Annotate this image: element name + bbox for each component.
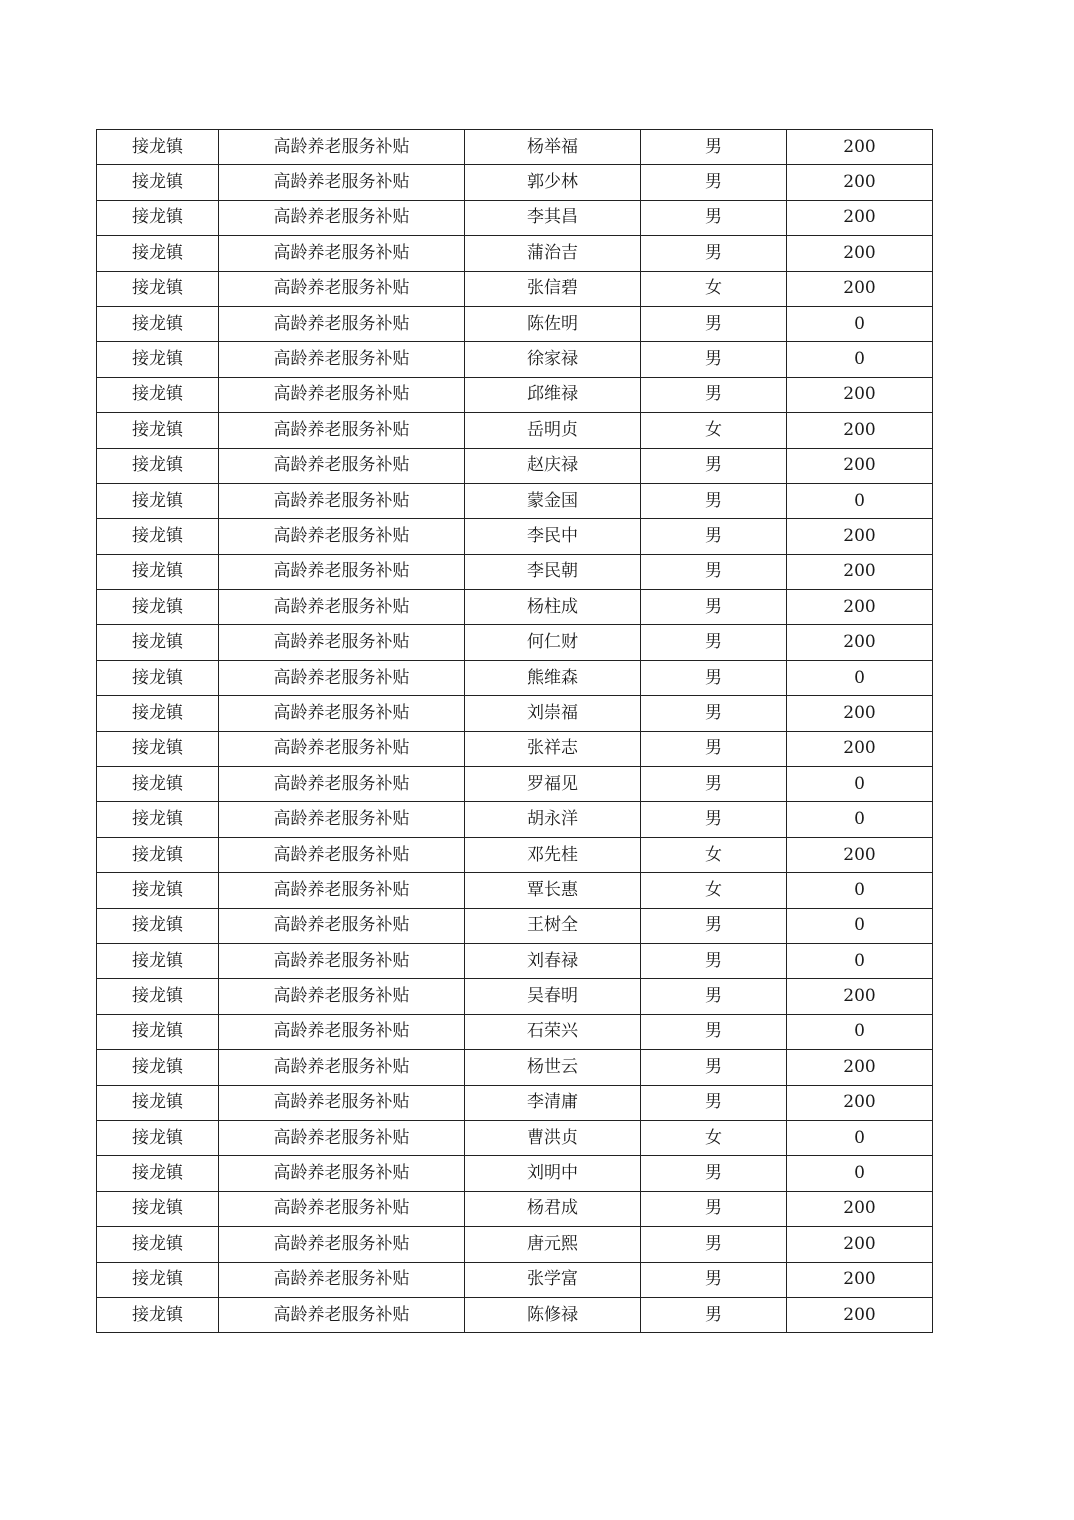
gender-cell: 男 xyxy=(641,1297,787,1332)
table-row xyxy=(97,1050,933,1085)
table-row xyxy=(97,1262,933,1297)
table-row xyxy=(97,448,933,483)
subsidy-type-cell: 高龄养老服务补贴 xyxy=(219,767,465,802)
amount-cell: 0 xyxy=(787,1014,933,1049)
gender-cell: 男 xyxy=(641,590,787,625)
name-cell: 李民中 xyxy=(465,519,641,554)
gender-cell: 男 xyxy=(641,660,787,695)
subsidy-type-cell: 高龄养老服务补贴 xyxy=(219,696,465,731)
town-cell: 接龙镇 xyxy=(97,165,219,200)
town-cell: 接龙镇 xyxy=(97,448,219,483)
gender-cell: 男 xyxy=(641,342,787,377)
table-row xyxy=(97,236,933,271)
gender-cell: 男 xyxy=(641,130,787,165)
name-cell: 徐家禄 xyxy=(465,342,641,377)
town-cell: 接龙镇 xyxy=(97,130,219,165)
town-cell: 接龙镇 xyxy=(97,696,219,731)
table-row xyxy=(97,943,933,978)
subsidy-type-cell: 高龄养老服务补贴 xyxy=(219,802,465,837)
gender-cell: 女 xyxy=(641,873,787,908)
amount-cell: 200 xyxy=(787,696,933,731)
table-row xyxy=(97,483,933,518)
town-cell: 接龙镇 xyxy=(97,660,219,695)
subsidy-type-cell: 高龄养老服务补贴 xyxy=(219,625,465,660)
gender-cell: 男 xyxy=(641,1191,787,1226)
subsidy-type-cell: 高龄养老服务补贴 xyxy=(219,377,465,412)
subsidy-type-cell: 高龄养老服务补贴 xyxy=(219,1050,465,1085)
amount-cell: 200 xyxy=(787,1227,933,1262)
amount-cell: 200 xyxy=(787,1262,933,1297)
gender-cell: 男 xyxy=(641,1085,787,1120)
subsidy-type-cell: 高龄养老服务补贴 xyxy=(219,1156,465,1191)
table-row xyxy=(97,1156,933,1191)
gender-cell: 男 xyxy=(641,483,787,518)
gender-cell: 男 xyxy=(641,448,787,483)
name-cell: 张祥志 xyxy=(465,731,641,766)
table-row xyxy=(97,377,933,412)
amount-cell: 200 xyxy=(787,590,933,625)
name-cell: 陈修禄 xyxy=(465,1297,641,1332)
gender-cell: 男 xyxy=(641,1262,787,1297)
subsidy-type-cell: 高龄养老服务补贴 xyxy=(219,1227,465,1262)
amount-cell: 0 xyxy=(787,1156,933,1191)
table-row xyxy=(97,554,933,589)
town-cell: 接龙镇 xyxy=(97,1050,219,1085)
name-cell: 蒙金国 xyxy=(465,483,641,518)
town-cell: 接龙镇 xyxy=(97,1297,219,1332)
subsidy-type-cell: 高龄养老服务补贴 xyxy=(219,1262,465,1297)
gender-cell: 男 xyxy=(641,377,787,412)
subsidy-table xyxy=(96,129,933,1333)
amount-cell: 200 xyxy=(787,979,933,1014)
table-row xyxy=(97,837,933,872)
amount-cell: 200 xyxy=(787,1050,933,1085)
name-cell: 邓先桂 xyxy=(465,837,641,872)
amount-cell: 200 xyxy=(787,554,933,589)
amount-cell: 0 xyxy=(787,306,933,341)
table-row xyxy=(97,200,933,235)
name-cell: 何仁财 xyxy=(465,625,641,660)
name-cell: 陈佐明 xyxy=(465,306,641,341)
amount-cell: 200 xyxy=(787,413,933,448)
gender-cell: 男 xyxy=(641,1050,787,1085)
amount-cell: 0 xyxy=(787,483,933,518)
subsidy-type-cell: 高龄养老服务补贴 xyxy=(219,413,465,448)
gender-cell: 男 xyxy=(641,306,787,341)
table-row xyxy=(97,165,933,200)
name-cell: 郭少林 xyxy=(465,165,641,200)
town-cell: 接龙镇 xyxy=(97,1191,219,1226)
table-row xyxy=(97,802,933,837)
town-cell: 接龙镇 xyxy=(97,413,219,448)
amount-cell: 200 xyxy=(787,519,933,554)
gender-cell: 女 xyxy=(641,1120,787,1155)
subsidy-type-cell: 高龄养老服务补贴 xyxy=(219,554,465,589)
name-cell: 曹洪贞 xyxy=(465,1120,641,1155)
amount-cell: 200 xyxy=(787,130,933,165)
town-cell: 接龙镇 xyxy=(97,1085,219,1120)
name-cell: 熊维森 xyxy=(465,660,641,695)
subsidy-type-cell: 高龄养老服务补贴 xyxy=(219,837,465,872)
table-row xyxy=(97,979,933,1014)
subsidy-type-cell: 高龄养老服务补贴 xyxy=(219,908,465,943)
table-row xyxy=(97,519,933,554)
amount-cell: 0 xyxy=(787,767,933,802)
name-cell: 岳明贞 xyxy=(465,413,641,448)
gender-cell: 男 xyxy=(641,943,787,978)
subsidy-type-cell: 高龄养老服务补贴 xyxy=(219,1120,465,1155)
town-cell: 接龙镇 xyxy=(97,1156,219,1191)
table-row xyxy=(97,306,933,341)
amount-cell: 200 xyxy=(787,837,933,872)
subsidy-type-cell: 高龄养老服务补贴 xyxy=(219,342,465,377)
subsidy-type-cell: 高龄养老服务补贴 xyxy=(219,448,465,483)
amount-cell: 200 xyxy=(787,1297,933,1332)
gender-cell: 男 xyxy=(641,802,787,837)
subsidy-type-cell: 高龄养老服务补贴 xyxy=(219,519,465,554)
town-cell: 接龙镇 xyxy=(97,1262,219,1297)
table-row xyxy=(97,696,933,731)
town-cell: 接龙镇 xyxy=(97,731,219,766)
town-cell: 接龙镇 xyxy=(97,1014,219,1049)
town-cell: 接龙镇 xyxy=(97,979,219,1014)
town-cell: 接龙镇 xyxy=(97,236,219,271)
subsidy-type-cell: 高龄养老服务补贴 xyxy=(219,1297,465,1332)
amount-cell: 200 xyxy=(787,236,933,271)
town-cell: 接龙镇 xyxy=(97,200,219,235)
gender-cell: 男 xyxy=(641,1156,787,1191)
table-row xyxy=(97,873,933,908)
subsidy-type-cell: 高龄养老服务补贴 xyxy=(219,130,465,165)
town-cell: 接龙镇 xyxy=(97,519,219,554)
town-cell: 接龙镇 xyxy=(97,625,219,660)
amount-cell: 200 xyxy=(787,165,933,200)
table-row xyxy=(97,1191,933,1226)
name-cell: 张学富 xyxy=(465,1262,641,1297)
table-row xyxy=(97,767,933,802)
subsidy-type-cell: 高龄养老服务补贴 xyxy=(219,1085,465,1120)
table-row xyxy=(97,625,933,660)
name-cell: 杨柱成 xyxy=(465,590,641,625)
table-row xyxy=(97,731,933,766)
subsidy-type-cell: 高龄养老服务补贴 xyxy=(219,943,465,978)
town-cell: 接龙镇 xyxy=(97,802,219,837)
subsidy-type-cell: 高龄养老服务补贴 xyxy=(219,1014,465,1049)
town-cell: 接龙镇 xyxy=(97,943,219,978)
gender-cell: 男 xyxy=(641,767,787,802)
amount-cell: 0 xyxy=(787,660,933,695)
table-row xyxy=(97,130,933,165)
amount-cell: 200 xyxy=(787,200,933,235)
subsidy-type-cell: 高龄养老服务补贴 xyxy=(219,660,465,695)
table-row xyxy=(97,908,933,943)
name-cell: 唐元熙 xyxy=(465,1227,641,1262)
subsidy-type-cell: 高龄养老服务补贴 xyxy=(219,590,465,625)
amount-cell: 200 xyxy=(787,731,933,766)
town-cell: 接龙镇 xyxy=(97,1227,219,1262)
name-cell: 李清庸 xyxy=(465,1085,641,1120)
table-row xyxy=(97,1297,933,1332)
subsidy-type-cell: 高龄养老服务补贴 xyxy=(219,1191,465,1226)
amount-cell: 0 xyxy=(787,873,933,908)
name-cell: 蒲治吉 xyxy=(465,236,641,271)
subsidy-type-cell: 高龄养老服务补贴 xyxy=(219,873,465,908)
subsidy-type-cell: 高龄养老服务补贴 xyxy=(219,236,465,271)
name-cell: 刘春禄 xyxy=(465,943,641,978)
name-cell: 石荣兴 xyxy=(465,1014,641,1049)
table-row xyxy=(97,1014,933,1049)
amount-cell: 200 xyxy=(787,625,933,660)
name-cell: 吴春明 xyxy=(465,979,641,1014)
gender-cell: 女 xyxy=(641,413,787,448)
subsidy-type-cell: 高龄养老服务补贴 xyxy=(219,165,465,200)
gender-cell: 女 xyxy=(641,271,787,306)
name-cell: 胡永洋 xyxy=(465,802,641,837)
name-cell: 杨君成 xyxy=(465,1191,641,1226)
amount-cell: 0 xyxy=(787,1120,933,1155)
name-cell: 李其昌 xyxy=(465,200,641,235)
gender-cell: 男 xyxy=(641,1227,787,1262)
name-cell: 覃长惠 xyxy=(465,873,641,908)
gender-cell: 男 xyxy=(641,908,787,943)
subsidy-type-cell: 高龄养老服务补贴 xyxy=(219,979,465,1014)
subsidy-type-cell: 高龄养老服务补贴 xyxy=(219,200,465,235)
name-cell: 王树全 xyxy=(465,908,641,943)
town-cell: 接龙镇 xyxy=(97,1120,219,1155)
name-cell: 杨世云 xyxy=(465,1050,641,1085)
gender-cell: 男 xyxy=(641,200,787,235)
name-cell: 刘明中 xyxy=(465,1156,641,1191)
town-cell: 接龙镇 xyxy=(97,908,219,943)
amount-cell: 0 xyxy=(787,342,933,377)
town-cell: 接龙镇 xyxy=(97,306,219,341)
town-cell: 接龙镇 xyxy=(97,837,219,872)
amount-cell: 0 xyxy=(787,943,933,978)
amount-cell: 200 xyxy=(787,377,933,412)
table-row xyxy=(97,1085,933,1120)
gender-cell: 男 xyxy=(641,731,787,766)
town-cell: 接龙镇 xyxy=(97,767,219,802)
town-cell: 接龙镇 xyxy=(97,271,219,306)
table-row xyxy=(97,660,933,695)
amount-cell: 0 xyxy=(787,802,933,837)
table-row xyxy=(97,590,933,625)
table-row xyxy=(97,1227,933,1262)
town-cell: 接龙镇 xyxy=(97,873,219,908)
gender-cell: 女 xyxy=(641,837,787,872)
name-cell: 杨举福 xyxy=(465,130,641,165)
town-cell: 接龙镇 xyxy=(97,483,219,518)
table-row xyxy=(97,271,933,306)
table-row xyxy=(97,1120,933,1155)
table-row xyxy=(97,342,933,377)
gender-cell: 男 xyxy=(641,519,787,554)
town-cell: 接龙镇 xyxy=(97,554,219,589)
gender-cell: 男 xyxy=(641,236,787,271)
subsidy-type-cell: 高龄养老服务补贴 xyxy=(219,483,465,518)
subsidy-type-cell: 高龄养老服务补贴 xyxy=(219,731,465,766)
town-cell: 接龙镇 xyxy=(97,342,219,377)
amount-cell: 200 xyxy=(787,271,933,306)
name-cell: 李民朝 xyxy=(465,554,641,589)
gender-cell: 男 xyxy=(641,625,787,660)
amount-cell: 200 xyxy=(787,448,933,483)
name-cell: 邱维禄 xyxy=(465,377,641,412)
gender-cell: 男 xyxy=(641,165,787,200)
town-cell: 接龙镇 xyxy=(97,377,219,412)
subsidy-type-cell: 高龄养老服务补贴 xyxy=(219,271,465,306)
table-body xyxy=(97,130,933,1333)
name-cell: 赵庆禄 xyxy=(465,448,641,483)
amount-cell: 0 xyxy=(787,908,933,943)
name-cell: 张信碧 xyxy=(465,271,641,306)
gender-cell: 男 xyxy=(641,979,787,1014)
town-cell: 接龙镇 xyxy=(97,590,219,625)
amount-cell: 200 xyxy=(787,1085,933,1120)
gender-cell: 男 xyxy=(641,696,787,731)
name-cell: 罗福见 xyxy=(465,767,641,802)
name-cell: 刘崇福 xyxy=(465,696,641,731)
table-row xyxy=(97,413,933,448)
gender-cell: 男 xyxy=(641,554,787,589)
gender-cell: 男 xyxy=(641,1014,787,1049)
subsidy-type-cell: 高龄养老服务补贴 xyxy=(219,306,465,341)
amount-cell: 200 xyxy=(787,1191,933,1226)
